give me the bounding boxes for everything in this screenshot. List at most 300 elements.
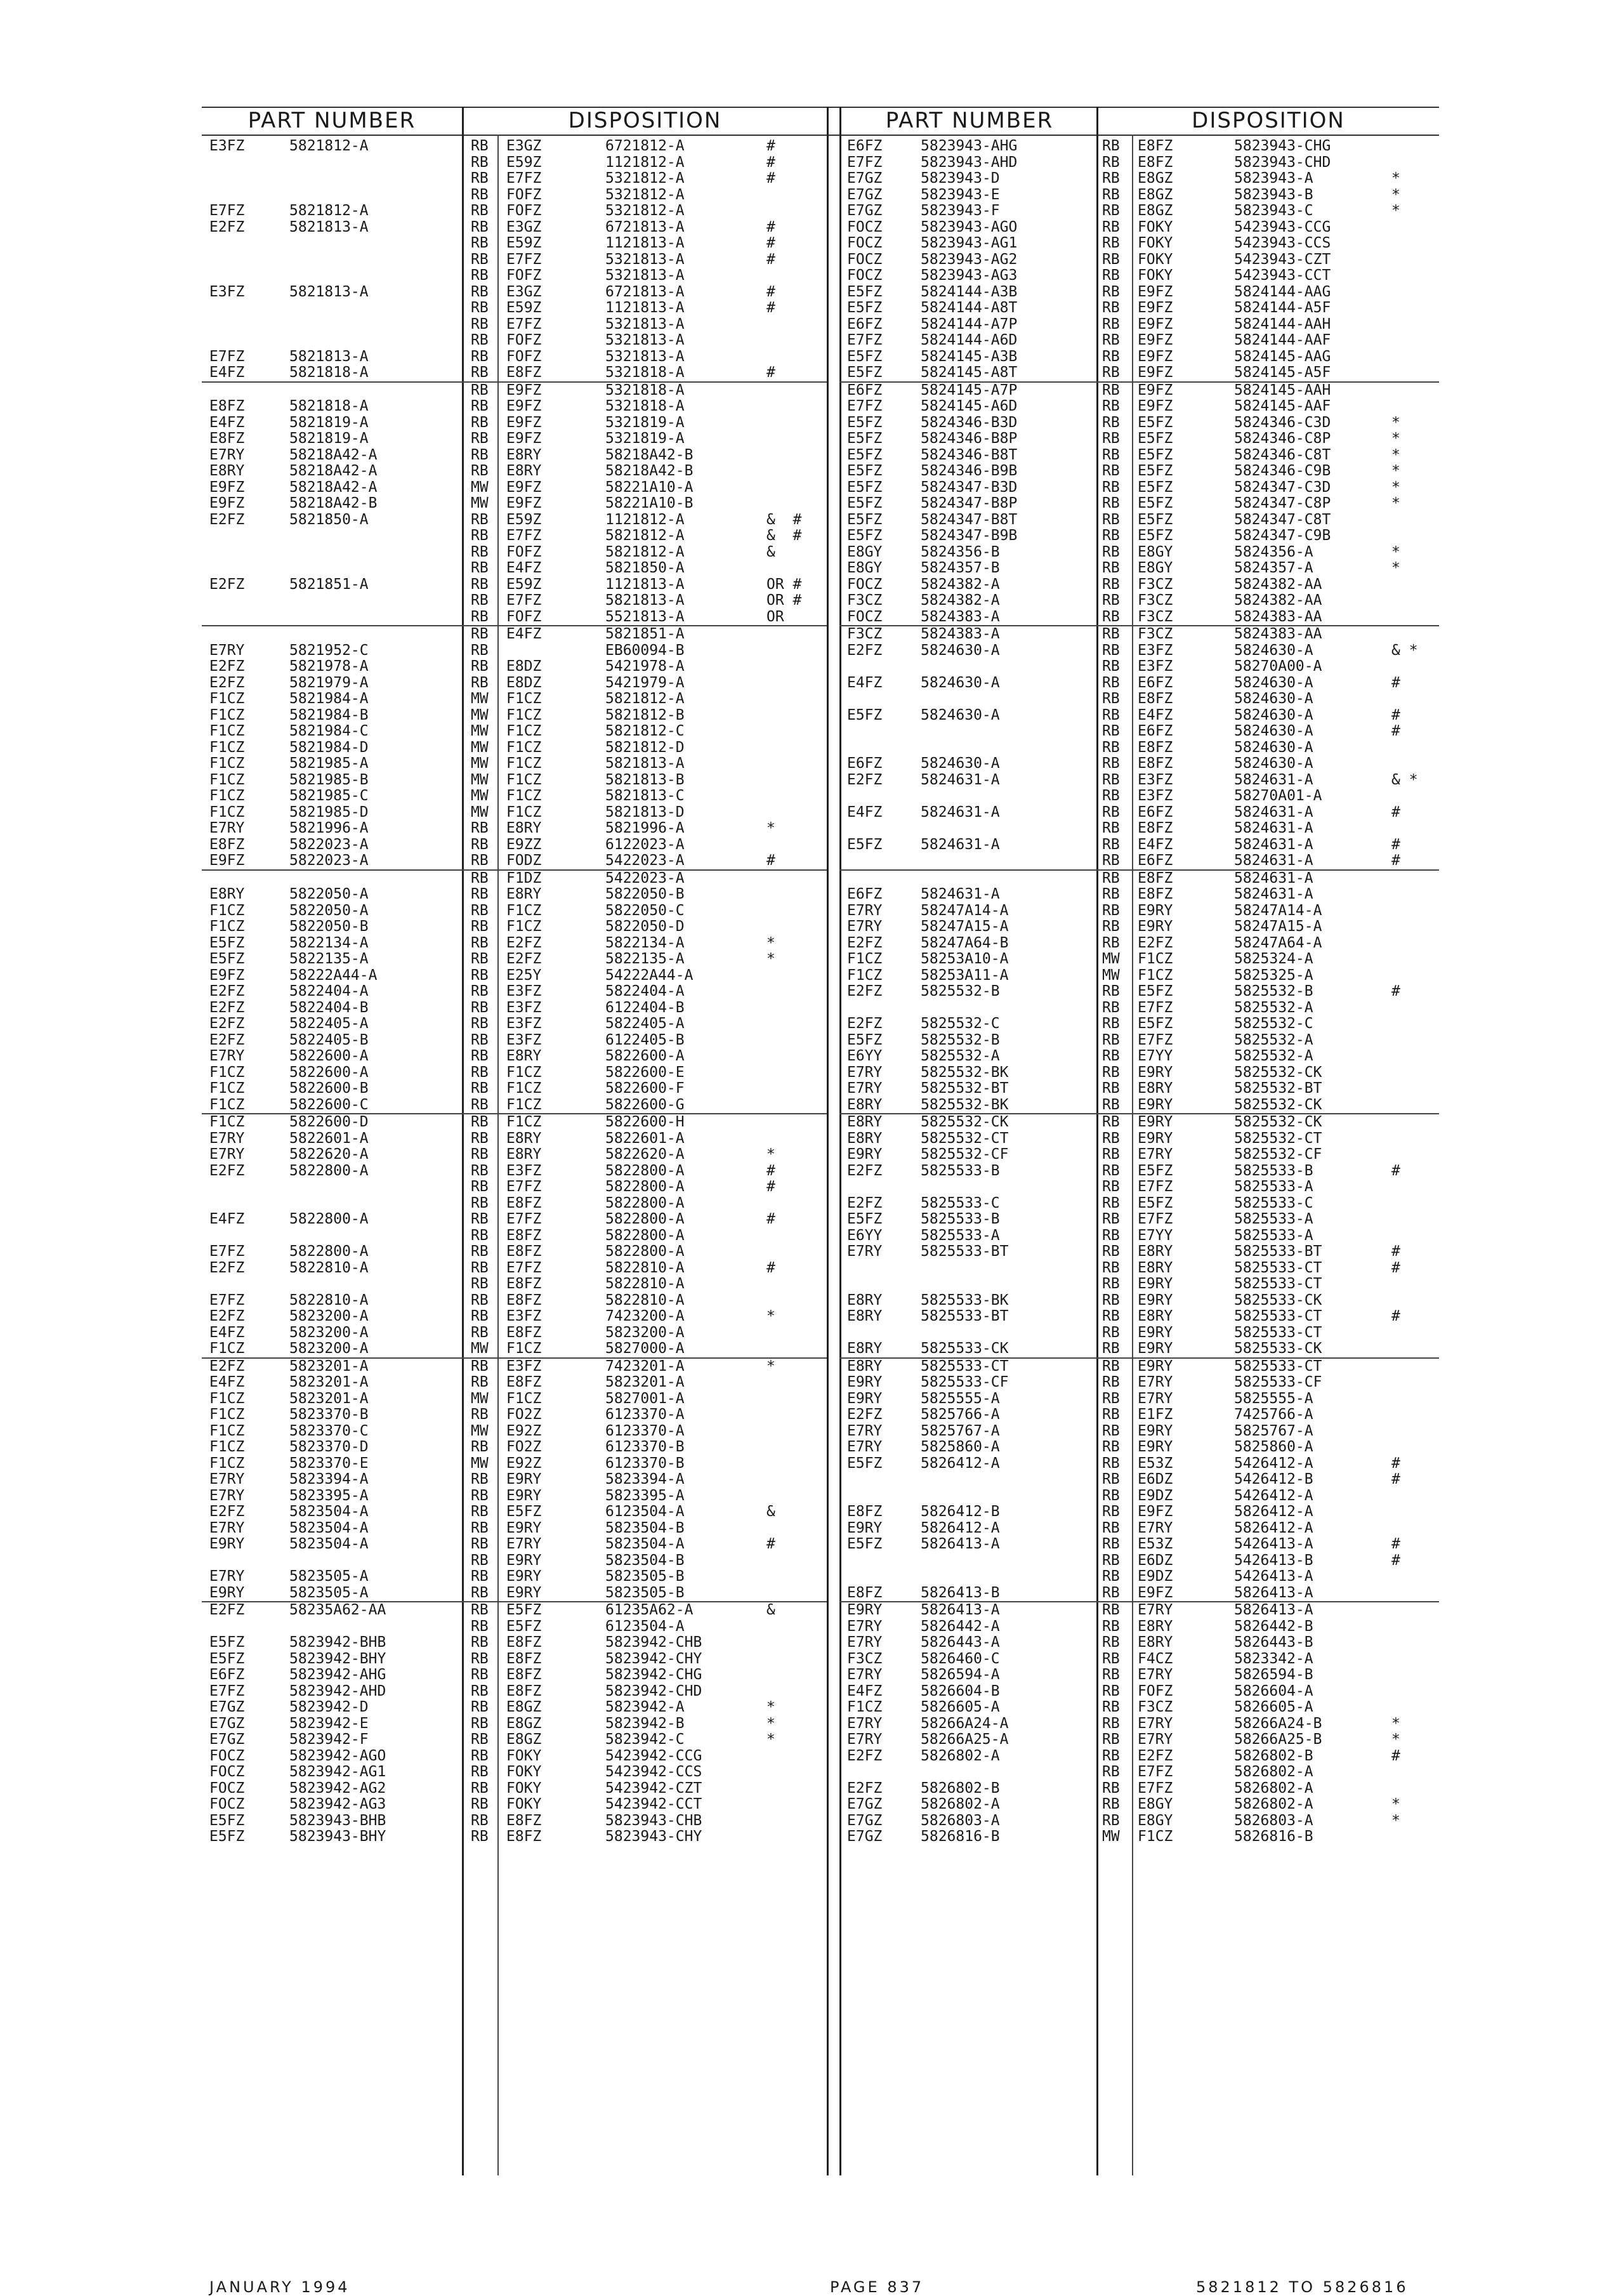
cell-part: 5823942-E	[289, 1715, 369, 1732]
cell-note: *	[766, 1715, 775, 1732]
cell-model2: E2FZ	[506, 951, 542, 967]
cell-model: E4FZ	[847, 1682, 883, 1699]
cell-code: RB	[1102, 771, 1120, 788]
cell-model2: E8RY	[506, 820, 542, 836]
cell-model: E7RY	[209, 1471, 245, 1488]
cell-model2: E7FZ	[1138, 1764, 1173, 1780]
cell-model2: E6DZ	[1138, 1471, 1173, 1488]
cell-model2: E8RY	[506, 886, 542, 902]
cell-part: 5822800-A	[289, 1243, 369, 1260]
cell-code: RB	[471, 463, 489, 479]
table-row	[839, 203, 1439, 220]
table-row	[839, 1147, 1439, 1163]
cell-model2: E6FZ	[1138, 852, 1173, 869]
cell-part: 58222A44-A	[289, 967, 378, 984]
cell-part2: 5824630-A	[1234, 674, 1313, 691]
cell-code: RB	[1102, 1308, 1120, 1324]
cell-note: *	[1391, 1796, 1400, 1812]
table-row	[202, 1781, 827, 1797]
cell-part: 5826816-B	[921, 1828, 1000, 1845]
cell-code: RB	[1102, 626, 1120, 642]
cell-code: RB	[1102, 1634, 1120, 1651]
cell-code: RB	[471, 381, 489, 399]
cell-note: #	[766, 852, 775, 869]
cell-part2: 5426412-A	[1234, 1487, 1313, 1504]
cell-note: #	[766, 138, 775, 154]
cell-part: 5825532-C	[921, 1015, 1000, 1032]
cell-model: E5FZ	[847, 511, 883, 528]
cell-model2: E8FZ	[1138, 154, 1173, 171]
cell-model2: F1CZ	[506, 1340, 542, 1357]
cell-part2: 5823200-A	[605, 1324, 685, 1341]
cell-code: MW	[471, 771, 489, 788]
cell-part2: 5823395-A	[605, 1487, 685, 1504]
table-row	[202, 415, 827, 432]
cell-model2: E9RY	[1138, 918, 1173, 935]
table-row	[839, 1276, 1439, 1293]
cell-code: RB	[1102, 788, 1120, 804]
table-row	[839, 643, 1439, 659]
cell-code: RB	[1102, 430, 1120, 447]
cell-model2: E9FZ	[506, 495, 542, 511]
cell-model2: E2FZ	[506, 934, 542, 951]
cell-model2: E9DZ	[1138, 1487, 1173, 1504]
table-row	[202, 544, 827, 561]
cell-part: 5825533-B	[921, 1211, 1000, 1227]
cell-part2: 5821851-A	[605, 626, 685, 642]
cell-model: E8RY	[847, 1308, 883, 1324]
table-row	[202, 951, 827, 968]
table-row	[202, 723, 827, 740]
cell-part2: 5822600-F	[605, 1080, 685, 1097]
cell-model2: E8FZ	[1138, 886, 1173, 902]
cell-model: F1CZ	[209, 1096, 245, 1113]
cell-part2: 5826412-A	[1234, 1519, 1313, 1536]
cell-model2: E7RY	[1138, 1519, 1173, 1536]
cell-model2: E3FZ	[506, 1357, 542, 1375]
cell-part: 5823942-AHD	[289, 1682, 386, 1699]
cell-model2: E8FZ	[506, 1291, 542, 1309]
table-row	[839, 577, 1439, 593]
cell-part: 5824144-A3B	[921, 283, 1018, 300]
table-row	[839, 1131, 1439, 1147]
cell-part2: 5822404-A	[605, 983, 685, 1000]
cell-part: 5825532-CK	[921, 1114, 1009, 1130]
cell-model2: E8RY	[1138, 1080, 1173, 1097]
cell-part2: 7423201-A	[605, 1357, 685, 1375]
cell-part2: 6122404-B	[605, 999, 685, 1016]
cell-code: RB	[471, 1828, 489, 1845]
table-row	[839, 333, 1439, 349]
cell-part: 5821996-A	[289, 820, 369, 836]
table-row	[202, 187, 827, 204]
left-part-number-header: PART NUMBER	[247, 108, 416, 133]
cell-code: RB	[1102, 755, 1120, 772]
cell-part: 5823942-BHY	[289, 1650, 386, 1667]
table-row	[839, 772, 1439, 789]
cell-code: RB	[1102, 1618, 1120, 1635]
cell-part2: 5824383-AA	[1234, 626, 1322, 642]
cell-part: 5821819-A	[289, 414, 369, 431]
cell-model2: E8FZ	[506, 1812, 542, 1829]
cell-part: 5823200-A	[289, 1324, 369, 1341]
cell-part: 5824382-A	[921, 592, 1000, 609]
table-row	[202, 1439, 827, 1456]
cell-model2: E8FZ	[1138, 820, 1173, 836]
table-row	[839, 155, 1439, 171]
cell-part: 5825532-A	[921, 1048, 1000, 1064]
cell-model2: E6DZ	[1138, 1552, 1173, 1569]
cell-code: RB	[1102, 446, 1120, 463]
cell-model2: E8FZ	[1138, 690, 1173, 707]
cell-model2: E8DZ	[506, 674, 542, 691]
table-row	[202, 1553, 827, 1569]
cell-model: E5FZ	[847, 478, 883, 496]
cell-part: 5823942-AG2	[289, 1779, 386, 1797]
cell-part: 5823943-BHB	[289, 1812, 386, 1829]
cell-part2: 58247A14-A	[1234, 902, 1322, 919]
cell-model2: E7RY	[1138, 1374, 1173, 1390]
table-row	[839, 415, 1439, 432]
table-row	[839, 268, 1439, 284]
cell-note: *	[1391, 446, 1400, 463]
cell-model2: E3GZ	[506, 138, 542, 154]
cell-code: RB	[1102, 642, 1120, 659]
cell-part: 5821978-A	[289, 658, 369, 675]
table-row	[202, 235, 827, 252]
cell-model2: E9RY	[1138, 1439, 1173, 1455]
cell-code: RB	[1102, 1114, 1120, 1130]
table-row	[202, 1033, 827, 1049]
cell-model2: E3FZ	[506, 983, 542, 1000]
cell-model: E5FZ	[847, 836, 883, 853]
cell-model2: E8GZ	[506, 1731, 542, 1748]
cell-part: 5825533-BT	[921, 1243, 1009, 1260]
table-row	[202, 220, 827, 236]
cell-model2: E8RY	[1138, 1243, 1173, 1260]
cell-part: 5821850-A	[289, 511, 369, 528]
cell-part: 5822050-B	[289, 918, 369, 935]
table-row	[202, 1569, 827, 1585]
cell-model: E4FZ	[209, 1324, 245, 1341]
table-row	[202, 935, 827, 952]
cell-code: RB	[1102, 934, 1120, 951]
cell-part2: 5825533-A	[1234, 1211, 1313, 1227]
cell-part2: 5826442-B	[1234, 1618, 1313, 1635]
table-row	[202, 1829, 827, 1845]
cell-model: E7GZ	[847, 1796, 883, 1812]
table-row	[202, 1244, 827, 1260]
cell-part2: 5824631-A	[1234, 820, 1313, 836]
cell-model2: E2FZ	[1138, 934, 1173, 951]
cell-code: RB	[471, 1406, 489, 1423]
cell-part: 5821952-C	[289, 642, 369, 659]
table-row	[839, 903, 1439, 920]
cell-model: E2FZ	[209, 1503, 245, 1520]
table-row	[202, 643, 827, 659]
cell-code: RB	[1102, 1455, 1120, 1472]
cell-model: FOCZ	[209, 1747, 245, 1764]
table-row	[839, 1569, 1439, 1585]
cell-part2: 5821812-A	[605, 527, 685, 544]
cell-model: E7RY	[209, 1519, 245, 1536]
cell-part2: 5426412-A	[1234, 1455, 1313, 1472]
cell-model: E8FZ	[209, 836, 245, 853]
cell-part: 5824144-A6D	[921, 332, 1018, 348]
cell-model2: E9RY	[506, 1487, 542, 1504]
cell-code: RB	[471, 186, 489, 203]
cell-model: E2FZ	[209, 1602, 245, 1618]
table-row	[839, 528, 1439, 544]
cell-part2: 6123370-B	[605, 1439, 685, 1455]
cell-code: RB	[1102, 1243, 1120, 1260]
table-row	[839, 1244, 1439, 1260]
cell-note: #	[766, 154, 775, 171]
cell-part: 5821985-A	[289, 755, 369, 772]
cell-code: RB	[1102, 1064, 1120, 1081]
table-row	[202, 365, 827, 381]
cell-part2: 5825532-CK	[1234, 1064, 1322, 1081]
cell-model: FOCZ	[847, 267, 883, 284]
cell-part2: 5821812-D	[605, 739, 685, 756]
cell-model: E7RY	[847, 1422, 883, 1439]
cell-note: #	[766, 1178, 775, 1195]
cell-part: 5825533-CF	[921, 1374, 1009, 1390]
cell-code: RB	[471, 251, 489, 268]
cell-part2: 5822800-A	[605, 1211, 685, 1227]
cell-part2: 5824144-AAH	[1234, 315, 1331, 333]
cell-part2: 5825533-CT	[1234, 1259, 1322, 1276]
cell-note: #	[766, 1211, 775, 1227]
cell-model: E5FZ	[847, 463, 883, 479]
cell-part2: 5822800-A	[605, 1178, 685, 1195]
cell-code: RB	[471, 1114, 489, 1130]
cell-part2: 5823201-A	[605, 1374, 685, 1390]
cell-code: RB	[1102, 1130, 1120, 1147]
cell-part2: 7425766-A	[1234, 1406, 1313, 1423]
cell-code: RB	[471, 951, 489, 967]
cell-part: 5822050-A	[289, 902, 369, 919]
cell-part: 5824346-B8T	[921, 446, 1018, 463]
cell-code: RB	[1102, 1584, 1120, 1601]
cell-model2: F1CZ	[506, 1080, 542, 1097]
table-row	[202, 1716, 827, 1732]
cell-code: RB	[1102, 1779, 1120, 1797]
cell-model2: E3FZ	[506, 1308, 542, 1324]
cell-code: RB	[1102, 348, 1120, 365]
cell-model: E6FZ	[847, 315, 883, 333]
cell-model2: E8GZ	[1138, 170, 1173, 187]
cell-code: RB	[471, 1650, 489, 1667]
cell-model2: E7FZ	[506, 251, 542, 268]
cell-model: E5FZ	[847, 364, 883, 381]
cell-part2: 5423942-CCT	[605, 1796, 702, 1812]
cell-model: E2FZ	[847, 1162, 883, 1179]
cell-model: E7RY	[847, 1715, 883, 1732]
cell-part: 5821984-B	[289, 706, 369, 723]
cell-model: E7RY	[209, 1146, 245, 1163]
table-row	[839, 1033, 1439, 1049]
cell-part2: 5423943-CCS	[1234, 235, 1331, 251]
cell-model2: F1CZ	[506, 771, 542, 788]
cell-model: E2FZ	[847, 1194, 883, 1211]
cell-part2: 61235A62-A	[605, 1602, 694, 1618]
cell-model: E9RY	[847, 1602, 883, 1618]
cell-model2: E3GZ	[506, 283, 542, 300]
cell-part2: 54222A44-A	[605, 967, 694, 984]
cell-part2: 5822800-A	[605, 1243, 685, 1260]
cell-model: E2FZ	[847, 1015, 883, 1032]
cell-part: 5823395-A	[289, 1487, 369, 1504]
cell-part: 5821813-A	[289, 348, 369, 365]
cell-model: E4FZ	[209, 414, 245, 431]
cell-code: RB	[1102, 202, 1120, 219]
cell-model: F1CZ	[209, 771, 245, 788]
cell-part: 5825533-CK	[921, 1340, 1009, 1357]
cell-part2: 6123504-A	[605, 1618, 685, 1635]
cell-model: E6YY	[847, 1227, 883, 1244]
cell-part2: 6122405-B	[605, 1031, 685, 1048]
cell-code: RB	[1102, 869, 1120, 887]
footer-date: JANUARY 1994	[209, 2278, 350, 2296]
cell-model: E7RY	[209, 642, 245, 659]
cell-note: #	[1391, 852, 1400, 869]
table-row	[202, 675, 827, 692]
cell-model2: E59Z	[506, 300, 542, 316]
cell-model: F1CZ	[847, 1699, 883, 1715]
cell-part2: 5825555-A	[1234, 1390, 1313, 1407]
cell-part: 5823942-AG1	[289, 1764, 386, 1780]
cell-model2: E9RY	[1138, 1340, 1173, 1357]
cell-code: RB	[471, 1796, 489, 1812]
cell-model2: E9RY	[1138, 1291, 1173, 1309]
cell-part: 5826413-B	[921, 1584, 1000, 1601]
cell-model: F1CZ	[209, 706, 245, 723]
cell-part: 5825860-A	[921, 1439, 1000, 1455]
cell-code: RB	[471, 886, 489, 902]
cell-code: RB	[471, 1812, 489, 1829]
cell-part: 58235A62-AA	[289, 1602, 386, 1618]
cell-part: 5824631-A	[921, 771, 1000, 788]
cell-part2: 5321813-A	[605, 267, 685, 284]
cell-note: &	[766, 543, 775, 560]
cell-part2: 5823504-A	[605, 1536, 685, 1552]
cell-code: RB	[1102, 1227, 1120, 1244]
cell-code: RB	[1102, 527, 1120, 544]
cell-part: 5824347-B3D	[921, 478, 1018, 496]
cell-part2: 5321818-A	[605, 364, 685, 381]
cell-model: E2FZ	[209, 1015, 245, 1032]
table-row	[839, 1357, 1439, 1375]
cell-model2: E6FZ	[1138, 803, 1173, 821]
cell-part: 5822800-A	[289, 1211, 369, 1227]
cell-part2: 5823342-A	[1234, 1650, 1313, 1667]
cell-part: 5823942-AHG	[289, 1666, 386, 1683]
cell-note: & *	[1391, 642, 1418, 659]
cell-part: 5825533-B	[921, 1162, 1000, 1179]
cell-model: E5FZ	[847, 446, 883, 463]
cell-code: RB	[1102, 414, 1120, 431]
cell-model: E4FZ	[847, 674, 883, 691]
cell-model2: E9RY	[1138, 1096, 1173, 1113]
cell-part: 5824382-A	[921, 576, 1000, 593]
cell-part2: 5824631-A	[1234, 886, 1313, 902]
cell-model: E2FZ	[209, 218, 245, 235]
table-row	[202, 593, 827, 609]
cell-code: RB	[471, 1015, 489, 1032]
cell-model2: E92Z	[506, 1455, 542, 1472]
cell-part: 5823504-A	[289, 1503, 369, 1520]
cell-model2: F1CZ	[506, 918, 542, 935]
cell-part2: 5823943-A	[1234, 170, 1313, 187]
cell-part: 5823201-A	[289, 1374, 369, 1390]
cell-part: 5821819-A	[289, 430, 369, 447]
cell-model: E5FZ	[847, 414, 883, 431]
cell-model: E8RY	[847, 1114, 883, 1130]
cell-model2: E9ZZ	[506, 836, 542, 853]
cell-part: 5823943-AG1	[921, 235, 1018, 251]
table-row	[839, 1684, 1439, 1700]
cell-code: RB	[471, 1731, 489, 1748]
cell-model2: F3CZ	[1138, 608, 1173, 625]
cell-part: 5823504-A	[289, 1519, 369, 1536]
cell-part: 5825532-B	[921, 983, 1000, 1000]
cell-model: E2FZ	[847, 934, 883, 951]
cell-model: E7FZ	[209, 348, 245, 365]
cell-part2: 5825532-CT	[1234, 1130, 1322, 1147]
cell-model2: E9FZ	[506, 430, 542, 447]
cell-part2: 5822135-A	[605, 951, 685, 967]
cell-model: E2FZ	[847, 771, 883, 788]
cell-model: FOCZ	[209, 1796, 245, 1812]
cell-code: RB	[1102, 803, 1120, 821]
cell-part: 5825533-A	[921, 1227, 1000, 1244]
cell-code: MW	[471, 706, 489, 723]
cell-model: E2FZ	[209, 983, 245, 1000]
cell-code: RB	[471, 1243, 489, 1260]
cell-part: 5821812-A	[289, 138, 369, 154]
cell-model: E8FZ	[209, 430, 245, 447]
cell-part: 5826802-A	[921, 1796, 1000, 1812]
cell-model2: E3FZ	[506, 1162, 542, 1179]
cell-part2: 5822600-H	[605, 1114, 685, 1130]
cell-model: E6YY	[847, 1048, 883, 1064]
cell-part2: EB60094-B	[605, 642, 685, 659]
cell-part2: 5826802-A	[1234, 1796, 1313, 1812]
table-row	[839, 1228, 1439, 1244]
cell-part: 5826443-A	[921, 1634, 1000, 1651]
cell-part: 5826412-B	[921, 1503, 1000, 1520]
cell-code: RB	[1102, 592, 1120, 609]
cell-model2: FOKY	[1138, 267, 1173, 284]
cell-code: MW	[471, 739, 489, 756]
cell-part2: 5823942-B	[605, 1715, 685, 1732]
cell-code: RB	[471, 1324, 489, 1341]
table-row	[202, 869, 827, 887]
table-row	[839, 512, 1439, 529]
cell-code: RB	[1102, 1324, 1120, 1341]
cell-model: E8FZ	[847, 1503, 883, 1520]
cell-note: & #	[766, 511, 802, 528]
cell-model2: F1CZ	[506, 739, 542, 756]
cell-code: RB	[471, 1487, 489, 1504]
cell-part2: 5321818-A	[605, 381, 685, 399]
table-row	[839, 1716, 1439, 1732]
cell-part2: 58270A00-A	[1234, 658, 1322, 675]
cell-part2: 5822600-E	[605, 1064, 685, 1081]
cell-code: RB	[471, 1764, 489, 1780]
table-row	[202, 512, 827, 529]
